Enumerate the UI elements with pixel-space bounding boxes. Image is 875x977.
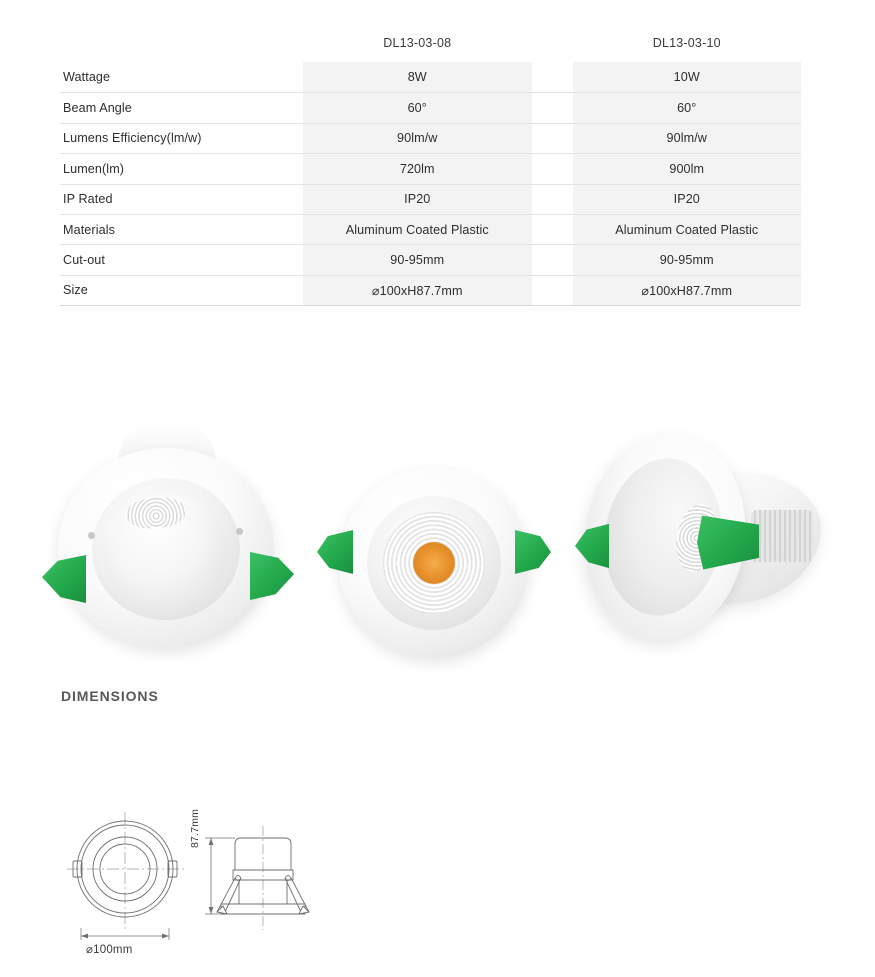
cell-gap (532, 185, 573, 214)
spec-value-materials-model-2: Aluminum Coated Plastic (573, 215, 802, 244)
specification-table (60, 24, 801, 306)
cell-gap (532, 124, 573, 153)
spring-clip-left (575, 522, 609, 570)
spec-label-size: Size (63, 283, 88, 298)
spec-value-materials-model-1: Aluminum Coated Plastic (303, 215, 532, 244)
spec-value-wattage-model-1: 8W (303, 62, 532, 92)
table-header-row (60, 24, 801, 62)
dimensions-heading: DIMENSIONS (61, 688, 159, 704)
column-header-model-2: DL13-03-10 (652, 36, 721, 50)
table-row (60, 244, 801, 274)
cell-gap (532, 276, 573, 305)
table-body (60, 62, 801, 306)
cob-led-emitter (413, 542, 455, 584)
spec-value-beam-angle-model-1: 60° (303, 93, 532, 122)
spring-clip-right (250, 552, 294, 600)
gimbal-pivot-right (236, 528, 243, 535)
downlight-tilted-view (40, 420, 310, 660)
column-header-model-1: DL13-03-08 (383, 36, 452, 50)
dimension-drawings (55, 812, 375, 962)
spec-value-beam-angle-model-2: 60° (573, 93, 802, 122)
spec-value-ip-rated-model-2: IP20 (573, 185, 802, 214)
table-row (60, 153, 801, 183)
spec-value-lumens-efficiency-model-1: 90lm/w (303, 124, 532, 153)
connector-block (751, 510, 813, 562)
spec-value-size-model-2: ⌀100xH87.7mm (573, 276, 802, 305)
downlight-front-view (317, 468, 567, 658)
table-row (60, 275, 801, 305)
cell-gap (532, 93, 573, 122)
spec-value-cut-out-model-2: 90-95mm (573, 245, 802, 274)
spec-value-lumen-model-1: 720lm (303, 154, 532, 183)
spec-value-size-model-1: ⌀100xH87.7mm (303, 276, 532, 305)
spec-label-materials: Materials (63, 222, 115, 237)
spec-label-ip-rated: IP Rated (63, 192, 113, 207)
spec-value-ip-rated-model-1: IP20 (303, 185, 532, 214)
spec-label-cut-out: Cut-out (63, 253, 105, 268)
spring-clip-right (515, 530, 551, 574)
spec-value-cut-out-model-1: 90-95mm (303, 245, 532, 274)
table-row (60, 92, 801, 122)
height-dimension-label: 87.7mm (189, 808, 201, 848)
spec-label-lumens-efficiency: Lumens Efficiency(lm/w) (63, 131, 202, 146)
spec-value-lumens-efficiency-model-2: 90lm/w (573, 124, 802, 153)
top-view-drawing (67, 812, 187, 940)
cell-gap (532, 154, 573, 183)
side-view-drawing (205, 826, 309, 930)
spec-value-wattage-model-2: 10W (573, 62, 802, 92)
dimension-drawings-svg (55, 812, 375, 962)
table-row (60, 184, 801, 214)
spec-label-lumen: Lumen(lm) (63, 161, 125, 176)
cell-gap (532, 215, 573, 244)
cell-gap (532, 245, 573, 274)
gimbal-pivot-left (88, 532, 95, 539)
spec-value-lumen-model-2: 900lm (573, 154, 802, 183)
spec-label-beam-angle: Beam Angle (63, 101, 132, 116)
spring-clip-left (317, 530, 353, 574)
product-gallery (0, 400, 875, 680)
spec-label-wattage: Wattage (63, 70, 111, 85)
table-row (60, 62, 801, 92)
table-row (60, 214, 801, 244)
table-row (60, 123, 801, 153)
downlight-perspective-view (575, 426, 840, 666)
spring-clip-left (42, 555, 86, 603)
diameter-dimension-label: ⌀100mm (86, 944, 133, 956)
cell-gap (532, 62, 573, 92)
